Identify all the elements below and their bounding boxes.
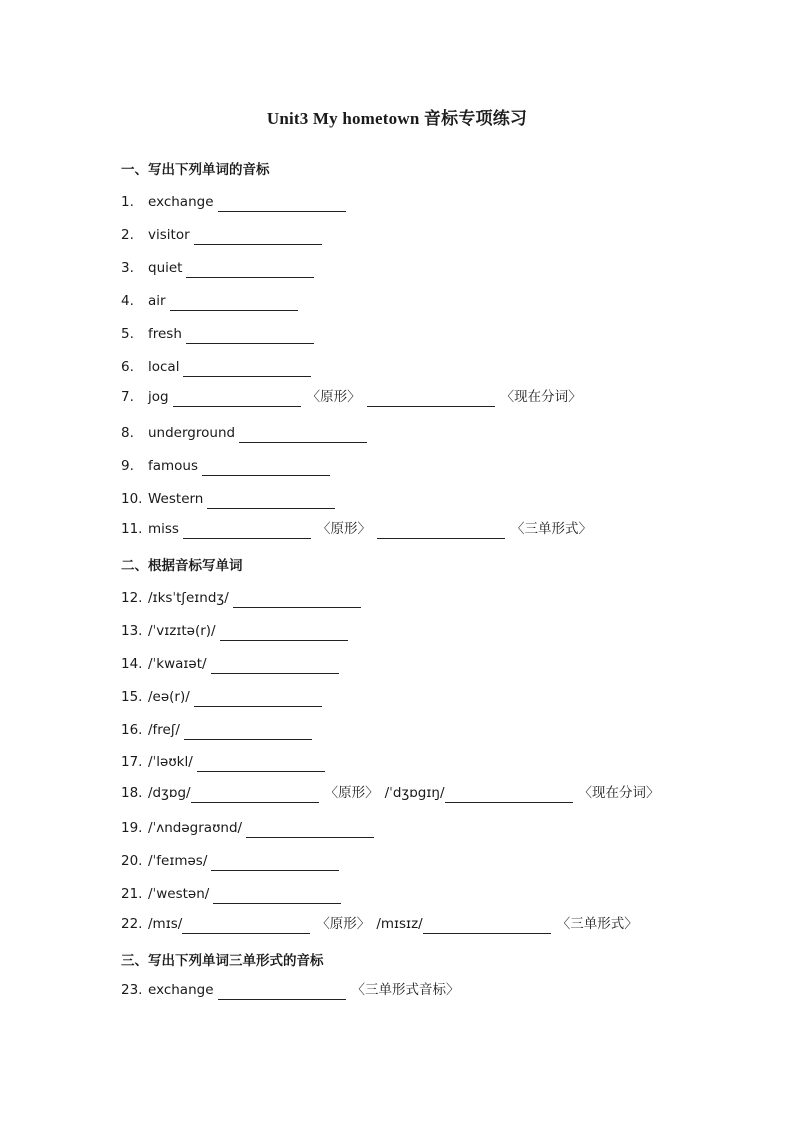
exercise-item-22 <box>121 914 644 934</box>
item-word: visitor <box>148 227 190 243</box>
answer-blank[interactable] <box>207 493 335 509</box>
section-heading-3: 三、写出下列单词三单形式的音标 <box>121 953 324 969</box>
item-number: 12. <box>121 590 143 606</box>
item-number: 1. <box>121 194 134 210</box>
exercise-item-1 <box>121 192 352 212</box>
item-word: local <box>148 359 180 375</box>
exercise-item-10 <box>121 489 341 509</box>
item-phonetic: /dʒɒg/ <box>148 785 191 801</box>
answer-blank[interactable] <box>233 592 361 608</box>
item-phonetic-2: /mɪsɪz/ <box>376 916 423 932</box>
answer-blank[interactable] <box>211 658 339 674</box>
exercise-item-14 <box>121 654 345 674</box>
exercise-item-20 <box>121 851 345 871</box>
item-phonetic: /ˈləʊkl/ <box>148 754 193 770</box>
answer-blank-2[interactable] <box>423 918 551 934</box>
page-title: Unit3 My hometown 音标专项练习 <box>266 109 528 128</box>
item-number: 4. <box>121 293 134 309</box>
item-number: 23. <box>121 982 143 998</box>
item-number: 6. <box>121 359 134 375</box>
item-number: 2. <box>121 227 134 243</box>
item-number: 19. <box>121 820 143 836</box>
answer-blank-2[interactable] <box>377 523 505 539</box>
answer-blank[interactable] <box>186 328 314 344</box>
form-note: 〈原形〉 <box>306 389 361 405</box>
item-word: Western <box>148 491 204 507</box>
item-number: 3. <box>121 260 134 276</box>
item-word: miss <box>148 521 179 537</box>
answer-blank[interactable] <box>184 724 312 740</box>
item-word: famous <box>148 458 199 474</box>
answer-blank-2[interactable] <box>445 787 573 803</box>
item-word: air <box>148 293 166 309</box>
exercise-item-19 <box>121 818 380 838</box>
answer-blank[interactable] <box>211 855 339 871</box>
form-note-2: 〈三单形式〉 <box>510 521 592 537</box>
item-phonetic: /ˈvɪzɪtə(r)/ <box>148 623 216 639</box>
exercise-item-8 <box>121 423 373 443</box>
item-number: 14. <box>121 656 143 672</box>
exercise-item-3 <box>121 258 320 278</box>
answer-blank[interactable] <box>246 822 374 838</box>
exercise-item-2 <box>121 225 328 245</box>
exercise-item-16 <box>121 720 318 740</box>
section-heading-1: 一、写出下列单词的音标 <box>121 162 270 178</box>
item-number: 18. <box>121 785 143 801</box>
item-number: 21. <box>121 886 143 902</box>
item-number: 8. <box>121 425 134 441</box>
item-phonetic: /ˈʌndəgraʊnd/ <box>148 820 243 836</box>
exercise-item-4 <box>121 291 304 311</box>
item-word: jog <box>148 389 169 405</box>
form-note: 〈原形〉 <box>324 785 379 801</box>
item-number: 9. <box>121 458 134 474</box>
item-number: 15. <box>121 689 143 705</box>
exercise-item-5 <box>121 324 320 344</box>
item-number: 13. <box>121 623 143 639</box>
exercise-item-9 <box>121 456 336 476</box>
form-note: 〈三单形式音标〉 <box>351 982 460 998</box>
answer-blank[interactable] <box>182 918 310 934</box>
exercise-item-6 <box>121 357 317 377</box>
form-note: 〈原形〉 <box>316 521 371 537</box>
answer-blank[interactable] <box>213 888 341 904</box>
answer-blank[interactable] <box>194 691 322 707</box>
item-word: underground <box>148 425 236 441</box>
item-number: 7. <box>121 389 134 405</box>
item-phonetic: /freʃ/ <box>148 722 180 738</box>
exercise-item-15 <box>121 687 328 707</box>
answer-blank[interactable] <box>170 295 298 311</box>
answer-blank[interactable] <box>197 756 325 772</box>
exercise-item-23 <box>121 980 466 1000</box>
item-phonetic: /mɪs/ <box>148 916 183 932</box>
answer-blank[interactable] <box>183 361 311 377</box>
form-note-2: 〈现在分词〉 <box>578 785 660 801</box>
item-word: quiet <box>148 260 183 276</box>
item-phonetic: /ˈfeɪməs/ <box>148 853 208 869</box>
item-number: 11. <box>121 521 143 537</box>
item-number: 17. <box>121 754 143 770</box>
exercise-item-7 <box>121 387 588 407</box>
item-word: fresh <box>148 326 182 342</box>
item-number: 22. <box>121 916 143 932</box>
item-number: 20. <box>121 853 143 869</box>
form-note: 〈原形〉 <box>316 916 371 932</box>
item-number: 5. <box>121 326 134 342</box>
item-phonetic: /ˈwestən/ <box>148 886 210 902</box>
answer-blank[interactable] <box>194 229 322 245</box>
form-note-2: 〈现在分词〉 <box>500 389 582 405</box>
item-number: 16. <box>121 722 143 738</box>
item-phonetic-2: /ˈdʒɒgɪŋ/ <box>384 785 445 801</box>
item-word: exchange <box>148 982 214 998</box>
answer-blank[interactable] <box>191 787 319 803</box>
exercise-item-18 <box>121 783 666 803</box>
answer-blank[interactable] <box>218 984 346 1000</box>
answer-blank[interactable] <box>202 460 330 476</box>
answer-blank-2[interactable] <box>367 391 495 407</box>
exercise-item-21 <box>121 884 347 904</box>
answer-blank[interactable] <box>218 196 346 212</box>
answer-blank[interactable] <box>220 625 348 641</box>
answer-blank[interactable] <box>183 523 311 539</box>
exercise-item-13 <box>121 621 354 641</box>
answer-blank[interactable] <box>239 427 367 443</box>
section-heading-2: 二、根据音标写单词 <box>121 558 243 574</box>
exercise-item-11 <box>121 519 598 539</box>
answer-blank[interactable] <box>186 262 314 278</box>
exercise-item-17 <box>121 752 331 772</box>
exercise-item-12 <box>121 588 367 608</box>
answer-blank[interactable] <box>173 391 301 407</box>
form-note-2: 〈三单形式〉 <box>556 916 638 932</box>
item-phonetic: /eə(r)/ <box>148 689 190 705</box>
item-word: exchange <box>148 194 214 210</box>
item-number: 10. <box>121 491 143 507</box>
item-phonetic: /ɪksˈtʃeɪndʒ/ <box>148 590 229 606</box>
item-phonetic: /ˈkwaɪət/ <box>148 656 207 672</box>
